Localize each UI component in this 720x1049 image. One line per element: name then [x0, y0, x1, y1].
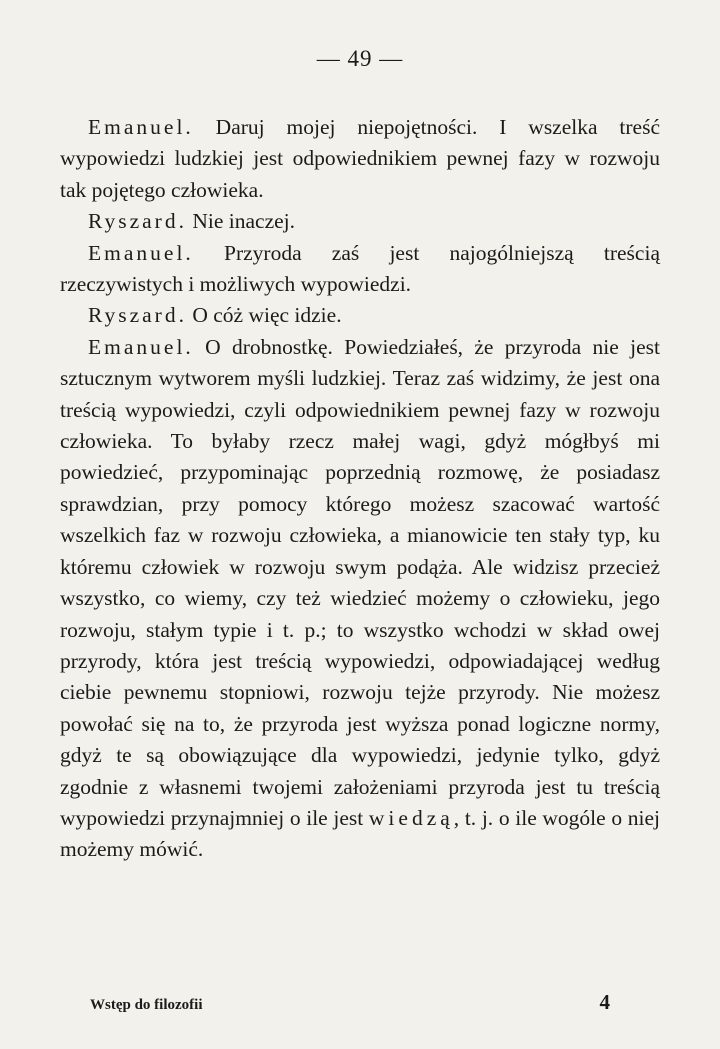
speaker-name: Emanuel. — [88, 334, 194, 359]
dialogue-paragraph — [60, 206, 660, 237]
emphasized-word: wiedzą — [368, 805, 454, 830]
utterance-text: O drobnostkę. Powiedziałeś, że przyroda nie jest sztucznym wytworem myśli ludzkiej. Teraz zaś widzimy, że jest ona treścią wypowiedzi, czyli odpowiednikiem pewnej fazy w rozwoju człowieka. To byłaby rzecz małej wagi, gdyż mógłbyś mi powiedzieć, przypominając poprzednią rozmowę, że posiadasz sprawdzian, przy pomocy którego możesz szacować wartość wszelkich faz w rozwoju człowieka, a mianowicie ten stały typ, ku któremu człowiek w rozwoju swym podąża. Ale widzisz przecież wszystko, co wiemy, czy też wiedzieć możemy o człowieku, jego rozwoju, stałym typie i t. p.; to wszystko wchodzi w skład owej przyrody, która jest treścią wypowiedzi, odpowiadającej według ciebie pewnemu stopniowi, rozwoju tejże przyrody. Nie możesz powołać się na to, że przyroda jest wyższa ponad logiczne normy, gdyż te są obowiązujące dla wypowiedzi, jedynie tylko, gdyż zgodnie z własnemi twojemi założeniami przyroda jest tu treścią wypowiedzi przynajmniej o ile jest — [60, 334, 660, 830]
utterance-text: Nie inaczej. — [186, 209, 296, 234]
dialogue-paragraph — [60, 112, 660, 206]
dialogue-paragraph — [60, 300, 660, 331]
page-footer — [90, 990, 610, 1015]
utterance-text: Przyroda zaś jest najogólniejszą treścią rzeczywistych i możliwych wypowiedzi. — [60, 240, 660, 297]
page-number: — 49 — — [316, 46, 404, 71]
utterance-text: O cóż więc idzie. — [186, 303, 342, 328]
dialogue-text — [60, 112, 660, 866]
speaker-name: Ryszard. — [88, 209, 187, 234]
speaker-name: Ryszard. — [88, 303, 187, 328]
speaker-name: Emanuel. — [88, 240, 194, 265]
footer-book-title: Wstęp do filozofii — [90, 997, 203, 1013]
utterance-text: Daruj mojej niepojętności. I wszelka treść wypowiedzi ludzkiej jest odpowiednikiem pewnej fazy w rozwoju tak pojętego człowieka. — [60, 115, 660, 202]
speaker-name: Emanuel. — [88, 115, 194, 139]
utterance-text-end: , t. j. o ile wogóle o niej możemy mówić. — [60, 805, 660, 862]
dialogue-paragraph — [60, 238, 660, 301]
footer-signature-mark: 4 — [599, 990, 610, 1014]
dialogue-paragraph — [60, 332, 660, 866]
